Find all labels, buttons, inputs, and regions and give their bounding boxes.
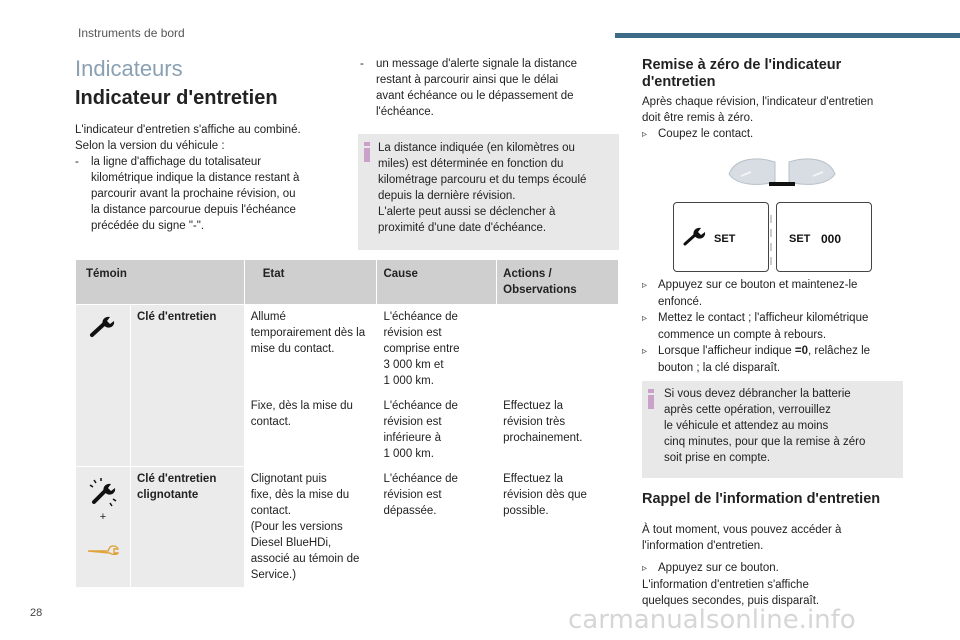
light-name: Clé d'entretien clignotante [130, 467, 244, 588]
list-item-line: la distance parcourue depuis l'échéance [91, 204, 296, 216]
info-text: Si vous devez débrancher la batterie après cette opération, verrouillez le véhicule et attendez au moins cinq minutes, pour que la remise à zéro soit prise en compte. [664, 388, 866, 464]
wrench-icon [682, 227, 706, 247]
table-row [76, 467, 619, 588]
cause-cell: L'échéance de révision est inférieure à 1 000 km. [377, 394, 497, 467]
watermark: carmanualsonline.info [568, 605, 856, 635]
table-header-row [76, 260, 619, 305]
etat-cell: Allumé temporairement dès la mise du contact. [244, 305, 377, 394]
header-etat: Etat [244, 260, 377, 305]
step-item: ▹ Appuyez sur ce bouton et maintenez-le [642, 279, 858, 291]
step-item: ▹ Appuyez sur ce bouton. [642, 562, 779, 574]
set-label: SET [714, 233, 736, 245]
middle-list [360, 56, 620, 120]
table-row [76, 305, 619, 394]
header-rule [615, 33, 960, 38]
action-cell: Effectuez la révision dès que possible. [497, 467, 619, 588]
reset-intro: Après chaque révision, l'indicateur d'entretien doit être remis à zéro. ▹ Coupez le contact. [642, 94, 912, 143]
page-title: Indicateurs [75, 56, 183, 81]
icon-cell [76, 467, 131, 588]
info-box [358, 134, 619, 250]
wrench-flashing-icon [88, 477, 118, 507]
step-item: ▹ Lorsque l'afficheur indique =0, relâchez le [642, 345, 871, 357]
step-item: ▹ Mettez le contact ; l'afficheur kilométrique [642, 312, 869, 324]
gauge-icon [727, 152, 837, 192]
plus-sign: + [99, 511, 107, 523]
cause-cell: L'échéance de révision est comprise entre 3 000 km et 1 000 km. [377, 305, 497, 394]
info-icon [648, 389, 654, 409]
info-box [642, 381, 903, 478]
bullet-arrow-icon: ▹ [642, 129, 648, 140]
warning-light-table [75, 259, 619, 588]
action-cell: Effectuez la révision très prochainement. [497, 394, 619, 467]
set-button[interactable] [673, 202, 769, 272]
info-icon [364, 142, 370, 162]
header-actions: Actions / Observations [497, 260, 619, 305]
reset-steps: ▹ Appuyez sur ce bouton et maintenez-le enfoncé. ▹ Mettez le contact ; l'afficheur kilométrique commence un compte à rebours. ▹ Lorsque l'afficheur indique =0, relâchez le bouton ; la clé disparaît. [642, 277, 912, 376]
intro-line: Selon la version du véhicule : [75, 140, 225, 152]
reset-heading: Remise à zéro de l'indicateur d'entretien [642, 57, 842, 90]
list-item: - la ligne d'affichage du totalisateur [75, 156, 262, 168]
list-item-line: kilométrique indique la distance restant à [91, 172, 300, 184]
etat-cell: Clignotant puis fixe, dès la mise du contact. (Pour les versions Diesel BlueHDi, associé au témoin de Service.) [244, 467, 377, 588]
action-cell [497, 305, 619, 394]
info-text: La distance indiquée (en kilomètres ou miles) est déterminée en fonction du kilométrage parcouru et du temps écoulé depuis la dernière révision. L'alerte peut aussi se déclencher à proximité d'une date d'échéance. [378, 142, 587, 234]
reminder-steps: ▹ Appuyez sur ce bouton. L'information d'entretien s'affiche quelques secondes, puis disparaît. [642, 560, 912, 609]
intro-line: L'indicateur d'entretien s'affiche au combiné. [75, 124, 301, 136]
list-item: - un message d'alerte signale la distance [360, 58, 578, 70]
header-temoin: Témoin [76, 260, 245, 305]
wrench-icon [89, 315, 117, 339]
etat-cell: Fixe, dès la mise du contact. [244, 394, 377, 467]
set-label: SET [789, 233, 811, 245]
set-value: 000 [821, 232, 842, 246]
page-number: 28 [30, 607, 43, 619]
intro-paragraph [75, 122, 335, 234]
list-item-line: restant à parcourir ainsi que le délai [376, 74, 559, 86]
set-display [776, 202, 872, 272]
service-icon [86, 535, 120, 555]
list-item-line: parcourir avant la prochaine révision, ou [91, 188, 296, 200]
header-cause: Cause [377, 260, 497, 305]
list-item-line: l'échéance. [376, 106, 434, 118]
separator [770, 215, 772, 265]
reminder-heading: Rappel de l'information d'entretien [642, 491, 881, 507]
reminder-text: À tout moment, vous pouvez accéder à l'information d'entretien. [642, 524, 842, 552]
light-name: Clé d'entretien [130, 305, 244, 467]
list-item-line: avant échéance ou le dépassement de [376, 90, 574, 102]
step-item: ▹ Coupez le contact. [642, 126, 912, 143]
cause-cell: L'échéance de révision est dépassée. [377, 467, 497, 588]
section-heading: Indicateur d'entretien [75, 87, 278, 109]
icon-cell [76, 305, 131, 467]
section-title: Instruments de bord [78, 26, 185, 40]
list-item-line: précédée du signe "-". [91, 220, 205, 232]
